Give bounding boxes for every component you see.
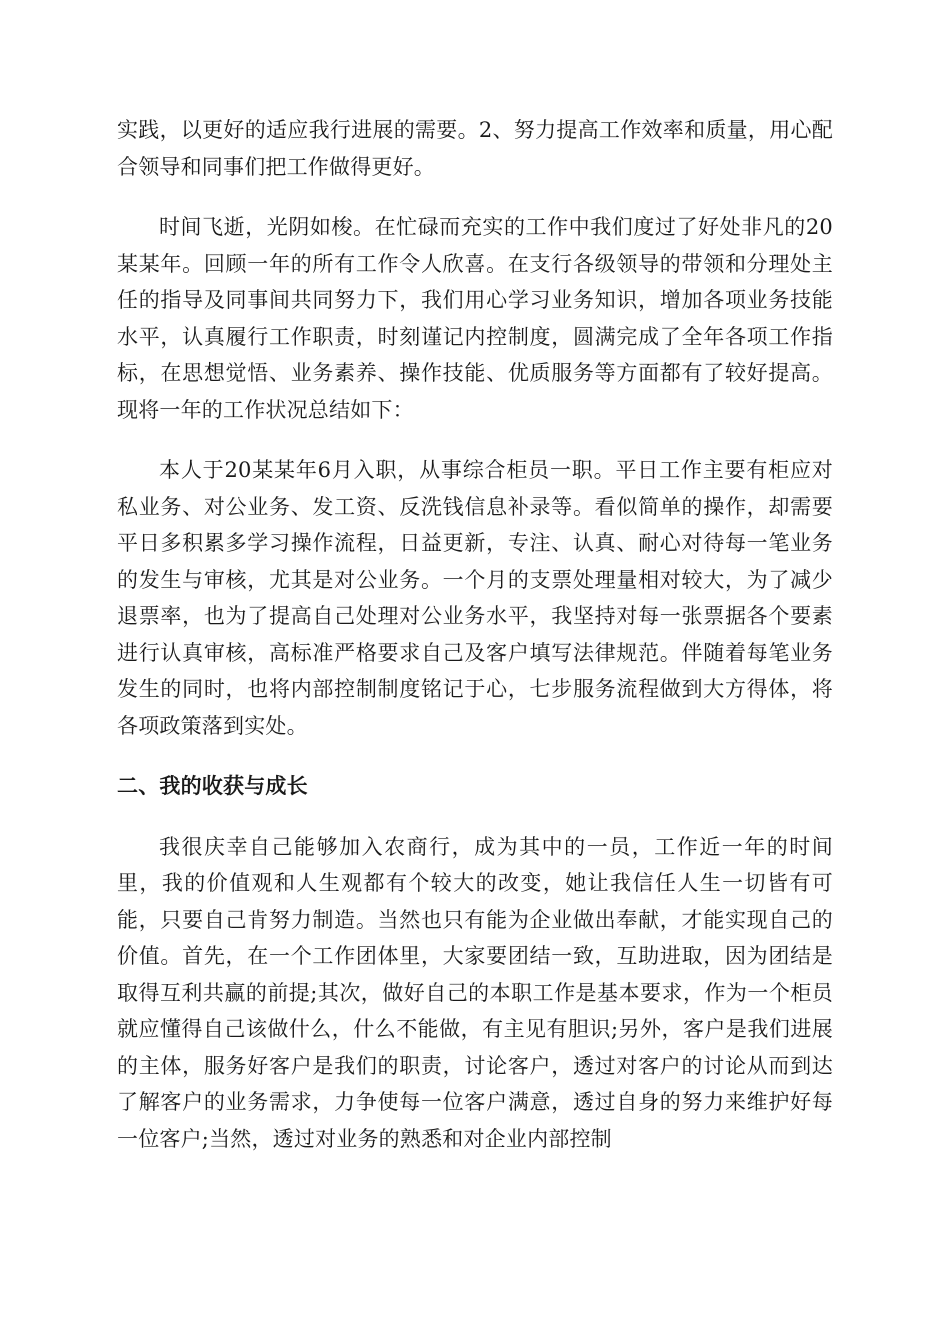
paragraph-year-review: 时间飞逝，光阴如梭。在忙碌而充实的工作中我们度过了好处非凡的20某某年。回顾一年的所有工作令人欣喜。在支行各级领导的带领和分理处主任的指导及同事间共同努力下，我们用心学习业务知识，增加各项业务技能水平，认真履行工作职责，时刻谨记内控制度，圆满完成了全年各项工作指标，在思想觉悟、业务素养、操作技能、优质服务等方面都有了较好提高。现将一年的工作状况总结如下： [117,215,833,422]
section-heading: 二、我的收获与成长 [117,774,308,798]
paragraph-job-duties: 本人于20某某年6月入职，从事综合柜员一职。平日工作主要有柜应对私业务、对公业务、发工资、反洗钱信息补录等。看似简单的操作，却需要平日多积累多学习操作流程，日益更新，专注、认真、耐心对待每一笔业务的发生与审核，尤其是对公业务。一个月的支票处理量相对较大，为了减少退票率，也为了提高自己处理对公业务水平，我坚持对每一张票据各个要素进行认真审核，高标准严格要求自己及客户填写法律规范。伴随着每笔业务发生的同时，也将内部控制制度铭记于心，七步服务流程做到大方得体，将各项政策落到实处。 [117,458,833,738]
document-page [117,112,833,1157]
paragraph-gap [117,185,833,209]
paragraph-gap [117,744,833,768]
paragraph-continuation: 实践，以更好的适应我行进展的需要。2、努力提高工作效率和质量，用心配合领导和同事们把工作做得更好。 [117,118,833,179]
paragraph-gap [117,428,833,452]
paragraph-gains-growth: 我很庆幸自己能够加入农商行，成为其中的一员，工作近一年的时间里，我的价值观和人生观都有个较大的改变，她让我信任人生一切皆有可能，只要自己肯努力制造。当然也只有能为企业做出奉献，才能实现自己的价值。首先，在一个工作团体里，大家要团结一致，互助进取，因为团结是取得互利共赢的前提;其次，做好自己的本职工作是基本要求，作为一个柜员就应懂得自己该做什么，什么不能做，有主见有胆识;另外，客户是我们进展的主体，服务好客户是我们的职责，讨论客户，透过对客户的讨论从而到达了解客户的业务需求，力争使每一位客户满意，透过自身的努力来维护好每一位客户;当然，透过对业务的熟悉和对企业内部控制 [117,834,833,1151]
paragraph-gap [117,805,833,829]
